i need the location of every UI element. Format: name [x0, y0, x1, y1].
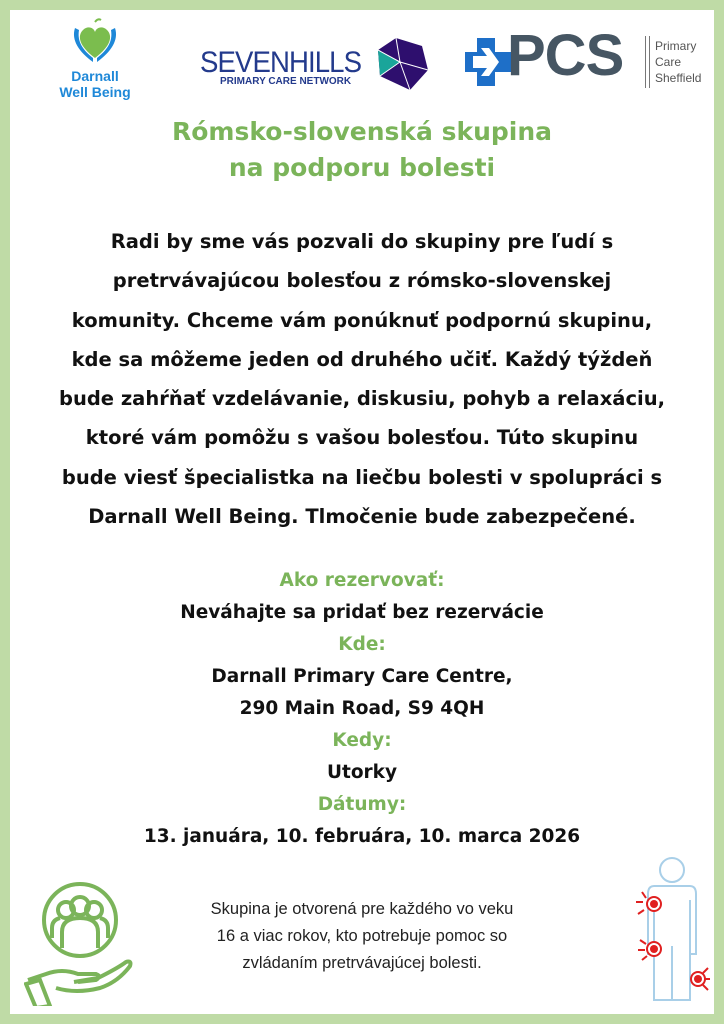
pcs-sub-1: Primary [655, 39, 697, 53]
where-line-2: 290 Main Road, S9 4QH [239, 698, 485, 719]
intro-line: bude viesť špecialistka na liečbu bolesti v spolupráci s [61, 465, 663, 489]
booking-label: Ako rezervovať: [279, 570, 445, 591]
pcs-logo-name: PCS [507, 23, 624, 88]
pcs-sub-3: Sheffield [655, 71, 702, 85]
note-line: zvládaním pretrvávajúcej bolesti. [242, 954, 482, 972]
where-label: Kde: [338, 634, 386, 655]
darnall-well-being-logo [50, 18, 140, 100]
body-pain-points-icon [620, 856, 710, 1005]
eligibility-note [150, 896, 574, 977]
when-label: Kedy: [332, 730, 392, 751]
sevenhills-logo-name: SEVENHILLS [200, 46, 362, 79]
sevenhills-logo [200, 28, 430, 94]
note-line: Skupina je otvorená pre každého vo veku [210, 900, 514, 918]
medical-cross-arrow-icon [465, 38, 511, 86]
pcs-logo-subtitle [655, 38, 701, 86]
intro-line: Radi by sme vás pozvali do skupiny pre ľudí s [110, 230, 614, 253]
intro-line: bude zahŕňať vzdelávanie, diskusiu, pohyb a relaxáciu, [59, 387, 665, 411]
booking-value: Neváhajte sa pridať bez rezervácie [180, 602, 544, 623]
flyer-page [10, 10, 714, 1014]
dates-label: Dátumy: [317, 794, 407, 815]
pcs-logo-divider [645, 36, 650, 88]
group-in-hand-icon [24, 876, 134, 1010]
pcs-sub-2: Care [655, 55, 682, 69]
heart-hands-icon [65, 18, 125, 64]
intro-paragraph [10, 222, 714, 536]
event-details [10, 565, 714, 853]
note-line: 16 a viac rokov, kto potrebuje pomoc so [216, 927, 508, 945]
dates-value: 13. januára, 10. februára, 10. marca 2026 [143, 826, 581, 847]
sevenhills-logo-subtitle: PRIMARY CARE NETWORK [220, 76, 352, 87]
intro-line: komunity. Chceme vám ponúknuť podpornú skupinu, [71, 308, 653, 332]
intro-line: kde sa môžeme jeden od druhého učiť. Každý týždeň [71, 347, 653, 371]
hexagon-gem-icon [376, 36, 430, 92]
title-line-2: na podporu bolesti [228, 153, 496, 182]
when-value: Utorky [326, 762, 398, 783]
intro-line: Darnall Well Being. Tlmočenie bude zabezpečené. [88, 505, 636, 529]
intro-line: pretrvávajúcou bolesťou z rómsko-slovenskej [112, 269, 612, 293]
title-line-1: Rómsko-slovenská skupina [171, 117, 553, 146]
intro-line: ktoré vám pomôžu s vašou bolesťou. Túto skupinu [85, 426, 639, 450]
where-line-1: Darnall Primary Care Centre, [211, 666, 513, 687]
darnall-logo-text-1: Darnall [71, 68, 119, 84]
darnall-logo-text-2: Well Being [59, 84, 131, 100]
pcs-logo [465, 23, 705, 94]
flyer-title [10, 114, 714, 186]
